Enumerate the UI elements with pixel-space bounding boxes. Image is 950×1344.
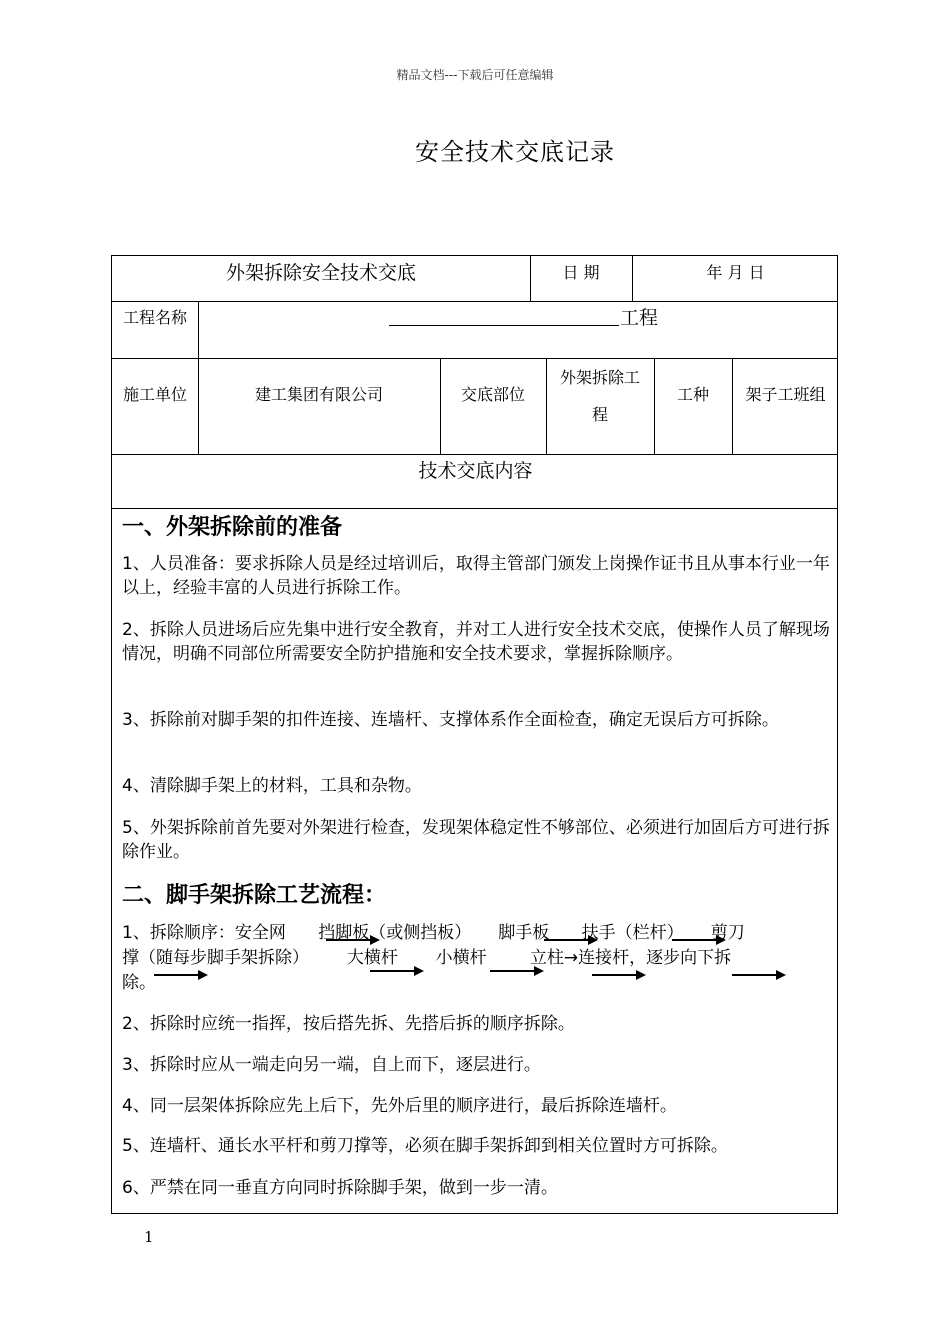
project-name-label: 工程名称: [122, 307, 187, 327]
flow-arrow: [672, 939, 724, 941]
subject-cell: 外架拆除安全技术交底: [225, 261, 416, 284]
flow-line: 撑（随每步脚手架拆除） 大横杆 小横杆 立柱→连接杆，逐步向下拆: [122, 948, 732, 968]
list-item: 3、拆除时应从一端走向另一端，自上而下，逐层进行。: [122, 1055, 541, 1075]
flow-arrow: [732, 974, 784, 976]
construction-unit-label: 施工单位: [122, 384, 187, 404]
section-heading: 二、脚手架拆除工艺流程：: [122, 883, 387, 908]
disclosure-table: [111, 255, 838, 1214]
flow-line: 除。: [122, 973, 156, 993]
trade-value: 架子工班组: [745, 384, 826, 404]
trade-label: 工种: [676, 384, 709, 404]
flow-arrow: [592, 974, 644, 976]
list-item: 4、清除脚手架上的材料，工具和杂物。: [122, 776, 422, 796]
flow-arrow: [490, 970, 542, 972]
section-heading: 一、外架拆除前的准备: [122, 515, 343, 540]
list-item: 4、同一层架体拆除应先上后下，先外后里的顺序进行，最后拆除连墙杆。: [122, 1096, 677, 1116]
list-item: 6、严禁在同一垂直方向同时拆除脚手架，做到一步一清。: [122, 1178, 558, 1198]
list-item: 5、连墙杆、通长水平杆和剪刀撑等，必须在脚手架拆卸到相关位置时方可拆除。: [122, 1136, 728, 1156]
flow-arrow: [544, 939, 596, 941]
list-item: 2、拆除人员进场后应先集中进行安全教育，并对工人进行安全技术交底，使操作人员了解现场情况，明确不同部位所需要安全防护措施和安全技术要求，掌握拆除顺序。: [122, 620, 830, 664]
list-item: 2、拆除时应统一指挥，按后搭先拆、先搭后拆的顺序拆除。: [122, 1014, 575, 1034]
list-item: 3、拆除前对脚手架的扣件连接、连墙杆、支撑体系作全面检查，确定无误后方可拆除。: [122, 710, 779, 730]
row-divider: [112, 508, 837, 509]
page-number: 1: [144, 1228, 154, 1246]
header-note: 精品文档---下载后可任意编辑: [396, 68, 554, 82]
content-header: 技术交底内容: [418, 459, 533, 482]
date-value: 年 月 日: [706, 262, 765, 282]
list-item: 1、人员准备：要求拆除人员是经过培训后，取得主管部门颁发上岗操作证书且从事本行业一年以上，经验丰富的人员进行拆除工作。: [122, 554, 830, 598]
list-item: 5、外架拆除前首先要对外架进行检查，发现架体稳定性不够部位、必须进行加固后方可进行拆除作业。: [122, 818, 830, 862]
flow-line: 1、拆除顺序：安全网 挡脚板（或侧挡板） 脚手板 扶手（栏杆） 剪刀: [122, 923, 745, 943]
row-divider: [112, 301, 837, 302]
project-name-blank: [389, 325, 619, 326]
disclosure-part-value-line1: 外架拆除工: [559, 367, 640, 387]
disclosure-part-value-line2: 程: [591, 404, 608, 424]
flow-arrow: [326, 939, 378, 941]
date-label: 日 期: [562, 262, 600, 282]
flow-arrow: [154, 974, 206, 976]
flow-arrow: [370, 970, 422, 972]
construction-unit-value: 建工集团有限公司: [254, 384, 383, 404]
disclosure-part-label: 交底部位: [460, 384, 525, 404]
project-suffix: 工程: [620, 306, 659, 329]
document-title: 安全技术交底记录: [415, 138, 615, 166]
